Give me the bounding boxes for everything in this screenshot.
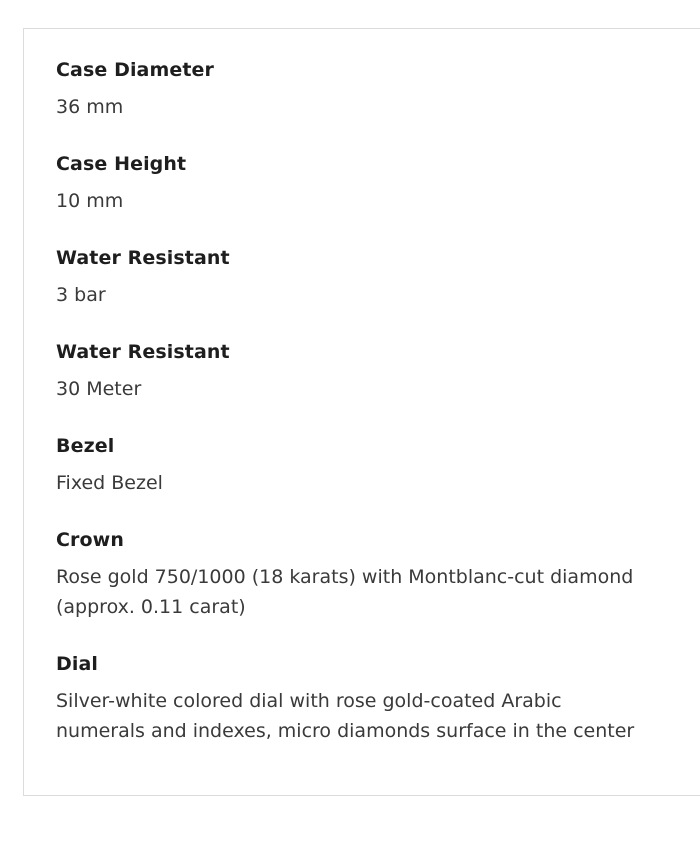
spec-label: Dial — [56, 653, 99, 675]
spec-label: Crown — [56, 529, 124, 551]
spec-label: Case Height — [56, 153, 187, 175]
specifications-list — [56, 58, 636, 776]
spec-item-case-height — [56, 152, 636, 216]
spec-label: Water Resistant — [56, 341, 230, 363]
spec-value: 30 Meter — [56, 378, 142, 400]
spec-item-dial — [56, 652, 636, 746]
spec-label: Water Resistant — [56, 247, 230, 269]
spec-label: Bezel — [56, 435, 115, 457]
spec-item-water-resistant-meter — [56, 340, 636, 404]
spec-value: 36 mm — [56, 96, 124, 118]
spec-value: Silver-white colored dial with rose gold-coated Arabic numerals and indexes, micro diamonds surface in the center — [56, 690, 635, 742]
spec-item-water-resistant-bar — [56, 246, 636, 310]
spec-item-case-diameter — [56, 58, 636, 122]
spec-item-bezel — [56, 434, 636, 498]
spec-value: Fixed Bezel — [56, 472, 163, 494]
spec-value: Rose gold 750/1000 (18 karats) with Montblanc-cut diamond (approx. 0.11 carat) — [56, 566, 634, 618]
spec-value: 10 mm — [56, 190, 124, 212]
spec-label: Case Diameter — [56, 59, 215, 81]
spec-value: 3 bar — [56, 284, 106, 306]
specifications-panel — [23, 28, 700, 796]
spec-item-crown — [56, 528, 636, 622]
